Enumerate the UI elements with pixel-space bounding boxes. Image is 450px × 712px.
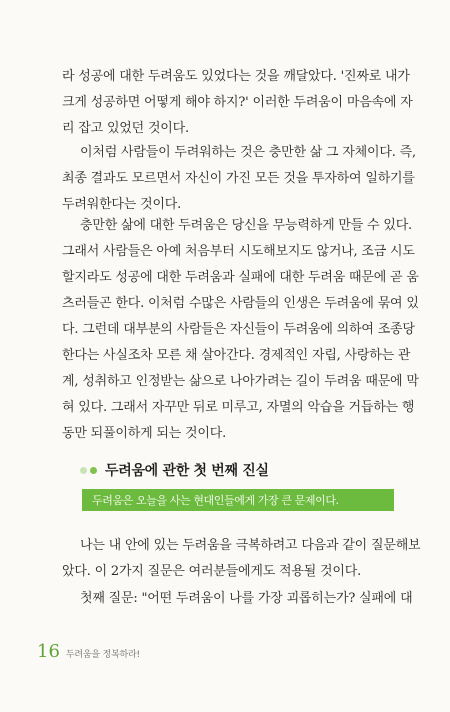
section-title: 두려움에 관한 첫 번째 진실 (105, 463, 269, 479)
paragraph-4 (62, 533, 421, 585)
paragraph-line: 할지라도 성공에 대한 두려움과 실패에 대한 두려움 때문에 곧 움 (62, 270, 419, 285)
paragraph-1 (62, 64, 413, 142)
key-point-banner (82, 489, 394, 511)
paragraph-line: 다. 그런데 대부분의 사람들은 자신들이 두려움에 의하여 조종당 (62, 322, 415, 337)
paragraph-line: 충만한 삶에 대한 두려움은 당신을 무능력하게 만들 수 있다. (80, 218, 412, 233)
paragraph-line: 혀 있다. 그래서 자꾸만 뒤로 미루고, 자멸의 악습을 거듭하는 행 (62, 400, 415, 415)
bullet-dots-icon (80, 467, 97, 474)
paragraph-line: 츠러들곤 한다. 이처럼 수많은 사람들의 인생은 두려움에 묶여 있 (62, 296, 419, 311)
paragraph-line: 나는 내 안에 있는 두려움을 극복하려고 다음과 같이 질문해보 (80, 538, 421, 553)
page-number: 16 (37, 641, 60, 662)
dot-dark-icon (90, 467, 97, 474)
dot-light-icon (80, 467, 87, 474)
paragraph-line: 았다. 이 2가지 질문은 여러분들에게도 적용될 것이다. (62, 564, 362, 579)
paragraph-line: 그래서 사람들은 아예 처음부터 시도해보지도 않거나, 조금 시도 (62, 244, 415, 259)
paragraph-5 (62, 586, 413, 612)
paragraph-line: 동만 되풀이하게 되는 것이다. (62, 426, 227, 441)
running-title: 두려움을 정복하라! (65, 650, 140, 660)
paragraph-line: 리 잡고 있었던 것이다. (62, 121, 189, 136)
banner-text: 두려움은 오늘을 사는 현대인들에게 가장 큰 문제이다. (92, 494, 339, 507)
paragraph-line: 계, 성취하고 인정받는 삶으로 나아가려는 길이 두려움 때문에 막 (62, 374, 419, 389)
paragraph-line: 라 성공에 대한 두려움도 있었다는 것을 깨달았다. '진짜로 내가 (62, 69, 410, 84)
paragraph-2 (62, 140, 416, 218)
paragraph-3 (62, 213, 419, 447)
section-heading (80, 458, 269, 482)
paragraph-line: 한다는 사실조차 모른 채 살아간다. 경제적인 자립, 사랑하는 관 (62, 348, 411, 363)
paragraph-line: 두려워한다는 것이다. (62, 197, 182, 212)
paragraph-line: 크게 성공하면 어떻게 해야 하지?' 이러한 두려움이 마음속에 자 (62, 95, 413, 110)
paragraph-line: 이처럼 사람들이 두려워하는 것은 충만한 삶 그 자체이다. 즉, (80, 145, 416, 160)
page-footer (37, 641, 140, 662)
paragraph-line: 최종 결과도 모르면서 자신이 가진 모든 것을 투자하여 일하기를 (62, 171, 415, 186)
paragraph-line: 첫째 질문: "어떤 두려움이 나를 가장 괴롭히는가? 실패에 대 (80, 591, 413, 606)
